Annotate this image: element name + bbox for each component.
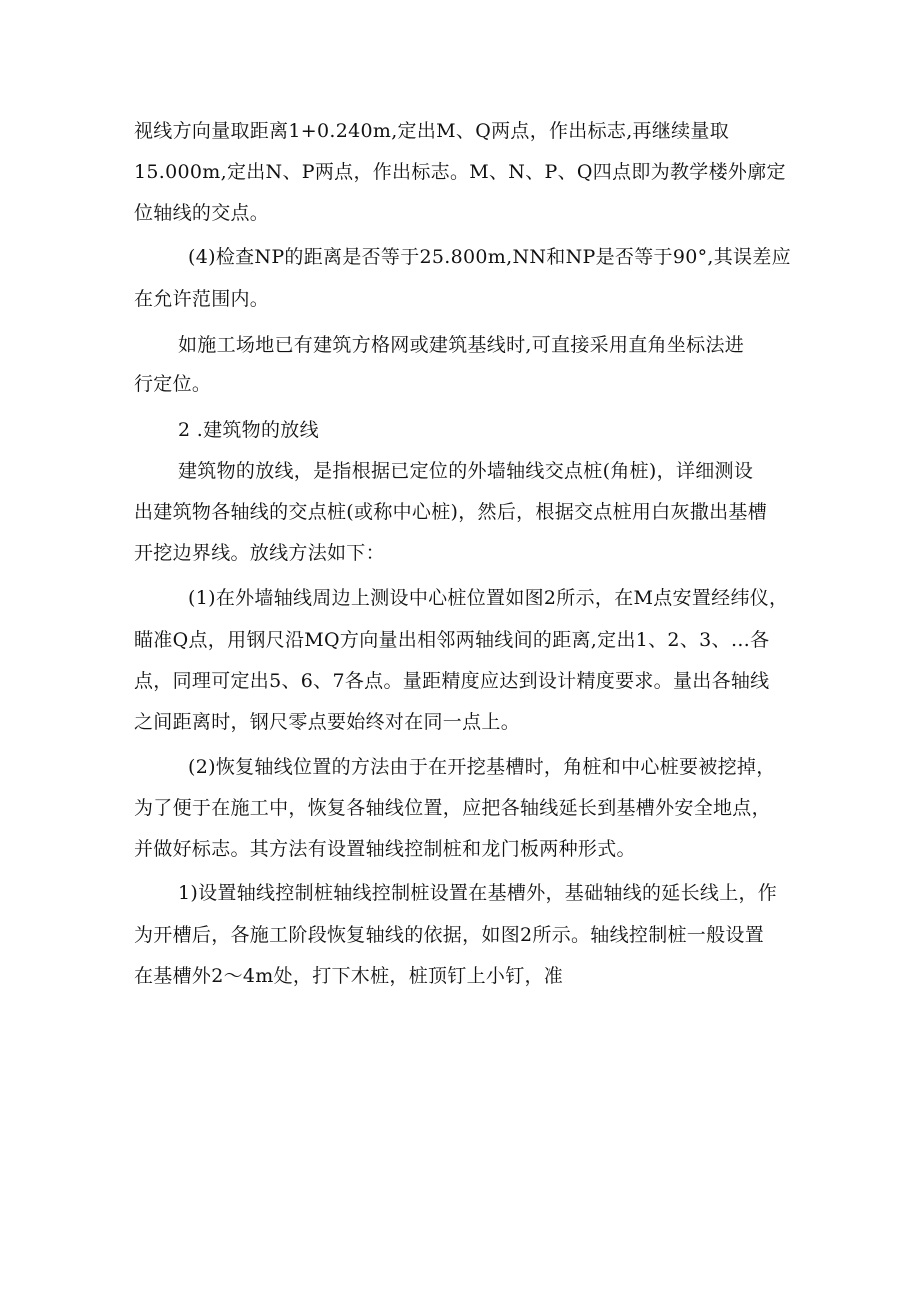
- text-line: 行定位。: [134, 373, 212, 395]
- text-line: 建筑物的放线，是指根据已定位的外墙轴线交点桩(角桩)，详细测设: [178, 460, 754, 482]
- text-line: (2)恢复轴线位置的方法由于在开挖基槽时，角桩和中心桩要被挖掉，: [188, 756, 776, 778]
- text-line: 出建筑物各轴线的交点桩(或称中心桩)，然后，根据交点桩用白灰撒出基槽: [134, 501, 768, 523]
- text-line: 点，同理可定出5、6、7各点。量距精度应达到设计精度要求。量出各轴线: [134, 670, 770, 692]
- text-line: 15.000m,定出N、P两点，作出标志。M、N、P、Q四点即为教学楼外廓定: [134, 161, 786, 183]
- text-line: 1)设置轴线控制桩轴线控制桩设置在基槽外，基础轴线的延长线上，作: [178, 882, 778, 904]
- text-line: 为开槽后，各施工阶段恢复轴线的依据，如图2所示。轴线控制桩一般设置: [134, 924, 764, 946]
- text-line: 如施工场地已有建筑方格网或建筑基线时,可直接采用直角坐标法进: [178, 334, 745, 356]
- section-heading: 2 .建筑物的放线: [178, 419, 319, 441]
- text-line: 为了便于在施工中，恢复各轴线位置，应把各轴线延长到基槽外安全地点，: [134, 797, 771, 819]
- text-line: 并做好标志。其方法有设置轴线控制桩和龙门板两种形式。: [134, 838, 636, 860]
- text-line: 之间距离时，钢尺零点要始终对在同一点上。: [134, 711, 521, 733]
- text-line: 位轴线的交点。: [134, 202, 270, 224]
- text-line: 在允许范围内。: [134, 288, 270, 310]
- text-line: (1)在外墙轴线周边上测设中心桩位置如图2所示，在M点安置经纬仪，: [188, 587, 789, 609]
- text-line: (4)检查NP的距离是否等于25.800m,NN和NP是否等于90°,其误差应: [188, 246, 791, 268]
- text-line: 视线方向量取距离1+0.240m,定出M、Q两点，作出标志,再继续量取: [134, 120, 730, 142]
- text-line: 开挖边界线。放线方法如下：: [134, 542, 385, 564]
- text-line: 在基槽外2～4m处，打下木桩，桩顶钉上小钉，准: [134, 965, 564, 987]
- text-line: 瞄准Q点，用钢尺沿MQ方向量出相邻两轴线间的距离,定出1、2、3、…各: [134, 629, 770, 651]
